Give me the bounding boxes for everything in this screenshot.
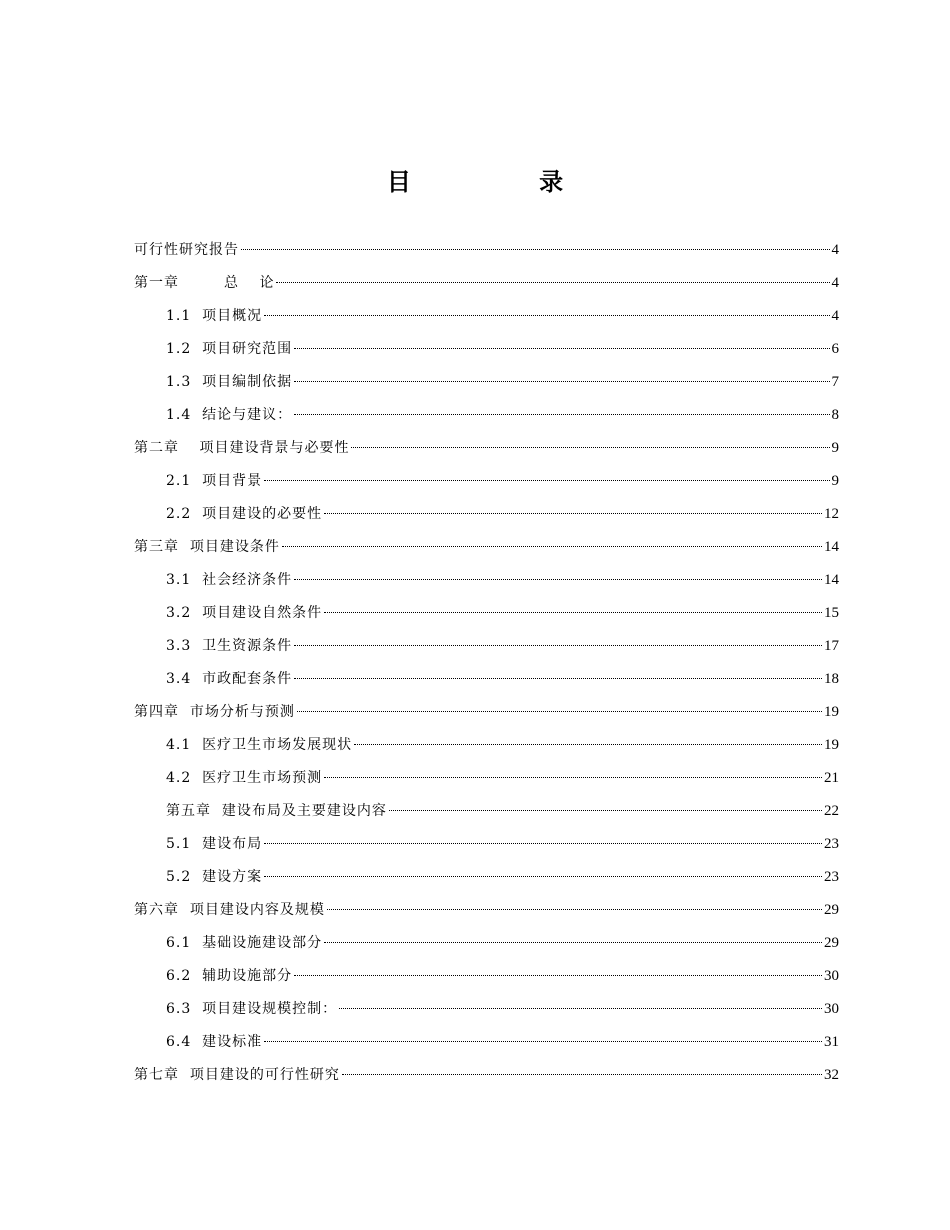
toc-entry[interactable] <box>134 663 839 696</box>
toc-leader-dots <box>351 447 829 448</box>
toc-entry[interactable] <box>134 1059 839 1092</box>
toc-entry[interactable] <box>134 795 839 828</box>
toc-leader-dots <box>294 579 822 580</box>
toc-entry-label: 6.1 基础设施建设部分 <box>166 935 323 951</box>
toc-leader-dots <box>339 1008 822 1009</box>
toc-entry[interactable] <box>134 630 839 663</box>
toc-entry[interactable] <box>134 1026 839 1059</box>
toc-leader-dots <box>297 711 822 712</box>
toc-entry-page-number: 17 <box>824 638 839 654</box>
toc-entry-label: 4.1 医疗卫生市场发展现状 <box>166 737 353 753</box>
toc-entry-page-number: 14 <box>824 572 839 588</box>
toc-title: 目 录 <box>386 168 624 196</box>
toc-entry-label: 5.1 建设布局 <box>166 836 263 852</box>
toc-entry-page-number: 18 <box>824 671 839 687</box>
toc-entry-page-number: 8 <box>831 407 839 423</box>
toc-entry-label: 3.2 项目建设自然条件 <box>166 605 323 621</box>
toc-entry[interactable] <box>134 861 839 894</box>
toc-entry-label: 第二章 项目建设背景与必要性 <box>134 440 350 456</box>
toc-entry-label: 6.4 建设标准 <box>166 1034 263 1050</box>
toc-leader-dots <box>324 777 822 778</box>
toc-leader-dots <box>294 348 829 349</box>
toc-entry-label: 4.2 医疗卫生市场预测 <box>166 770 323 786</box>
toc-leader-dots <box>324 612 822 613</box>
toc-entry-page-number: 23 <box>824 836 839 852</box>
toc-entry-page-number: 14 <box>824 539 839 555</box>
toc-entry[interactable] <box>134 234 839 267</box>
toc-entry-label: 5.2 建设方案 <box>166 869 263 885</box>
toc-entry[interactable] <box>134 597 839 630</box>
toc-entry-label: 1.1 项目概况 <box>166 308 263 324</box>
toc-entry-page-number: 22 <box>824 803 839 819</box>
toc-entry-label: 第五章 建设布局及主要建设内容 <box>166 803 387 819</box>
table-of-contents <box>134 234 839 1092</box>
toc-leader-dots <box>389 810 822 811</box>
toc-entry-label: 2.2 项目建设的必要性 <box>166 506 323 522</box>
toc-leader-dots <box>294 645 822 646</box>
toc-entry-page-number: 9 <box>831 440 839 456</box>
toc-entry-page-number: 4 <box>831 242 839 258</box>
toc-entry[interactable] <box>134 927 839 960</box>
toc-entry[interactable] <box>134 762 839 795</box>
toc-leader-dots <box>342 1074 822 1075</box>
toc-entry-label: 第一章 总 论 <box>134 275 275 291</box>
toc-entry-label: 3.1 社会经济条件 <box>166 572 293 588</box>
toc-entry-page-number: 15 <box>824 605 839 621</box>
toc-leader-dots <box>294 414 829 415</box>
toc-leader-dots <box>264 315 829 316</box>
toc-leader-dots <box>327 909 822 910</box>
toc-entry[interactable] <box>134 960 839 993</box>
toc-entry-page-number: 6 <box>831 341 839 357</box>
toc-entry-page-number: 30 <box>824 1001 839 1017</box>
toc-entry-page-number: 21 <box>824 770 839 786</box>
toc-entry[interactable] <box>134 300 839 333</box>
toc-entry-page-number: 9 <box>831 473 839 489</box>
toc-entry-label: 第七章 项目建设的可行性研究 <box>134 1067 340 1083</box>
toc-entry-page-number: 29 <box>824 902 839 918</box>
toc-entry-page-number: 31 <box>824 1034 839 1050</box>
toc-entry[interactable] <box>134 465 839 498</box>
toc-leader-dots <box>324 513 822 514</box>
toc-leader-dots <box>264 876 822 877</box>
toc-entry-label: 1.4 结论与建议： <box>166 407 293 423</box>
toc-leader-dots <box>264 843 822 844</box>
toc-entry-page-number: 32 <box>824 1067 839 1083</box>
toc-entry-page-number: 23 <box>824 869 839 885</box>
toc-entry-label: 6.2 辅助设施部分 <box>166 968 293 984</box>
toc-leader-dots <box>241 249 830 250</box>
toc-entry[interactable] <box>134 696 839 729</box>
toc-entry-label: 第四章 市场分析与预测 <box>134 704 295 720</box>
toc-entry[interactable] <box>134 333 839 366</box>
toc-leader-dots <box>294 381 829 382</box>
toc-leader-dots <box>264 480 829 481</box>
toc-entry-page-number: 7 <box>831 374 839 390</box>
toc-entry[interactable] <box>134 828 839 861</box>
toc-entry-page-number: 19 <box>824 704 839 720</box>
toc-entry-label: 2.1 项目背景 <box>166 473 263 489</box>
toc-entry[interactable] <box>134 399 839 432</box>
toc-entry[interactable] <box>134 498 839 531</box>
toc-leader-dots <box>354 744 822 745</box>
toc-leader-dots <box>294 678 822 679</box>
toc-entry-page-number: 19 <box>824 737 839 753</box>
toc-entry[interactable] <box>134 366 839 399</box>
toc-entry[interactable] <box>134 564 839 597</box>
toc-entry-page-number: 12 <box>824 506 839 522</box>
toc-entry-label: 第六章 项目建设内容及规模 <box>134 902 325 918</box>
toc-entry-page-number: 4 <box>831 275 839 291</box>
toc-entry[interactable] <box>134 729 839 762</box>
toc-entry-label: 1.2 项目研究范围 <box>166 341 293 357</box>
toc-entry-label: 3.4 市政配套条件 <box>166 671 293 687</box>
toc-entry-page-number: 30 <box>824 968 839 984</box>
toc-leader-dots <box>282 546 822 547</box>
toc-entry-label: 6.3 项目建设规模控制： <box>166 1001 338 1017</box>
toc-entry-label: 3.3 卫生资源条件 <box>166 638 293 654</box>
toc-entry[interactable] <box>134 267 839 300</box>
toc-leader-dots <box>264 1041 822 1042</box>
toc-leader-dots <box>276 282 829 283</box>
toc-entry-label: 第三章 项目建设条件 <box>134 539 280 555</box>
toc-entry-label: 可行性研究报告 <box>134 242 239 258</box>
toc-entry-page-number: 4 <box>831 308 839 324</box>
toc-entry-page-number: 29 <box>824 935 839 951</box>
toc-entry-label: 1.3 项目编制依据 <box>166 374 293 390</box>
toc-entry[interactable] <box>134 993 839 1026</box>
toc-leader-dots <box>324 942 822 943</box>
toc-entry[interactable] <box>134 432 839 465</box>
toc-entry[interactable] <box>134 894 839 927</box>
toc-leader-dots <box>294 975 822 976</box>
toc-entry[interactable] <box>134 531 839 564</box>
